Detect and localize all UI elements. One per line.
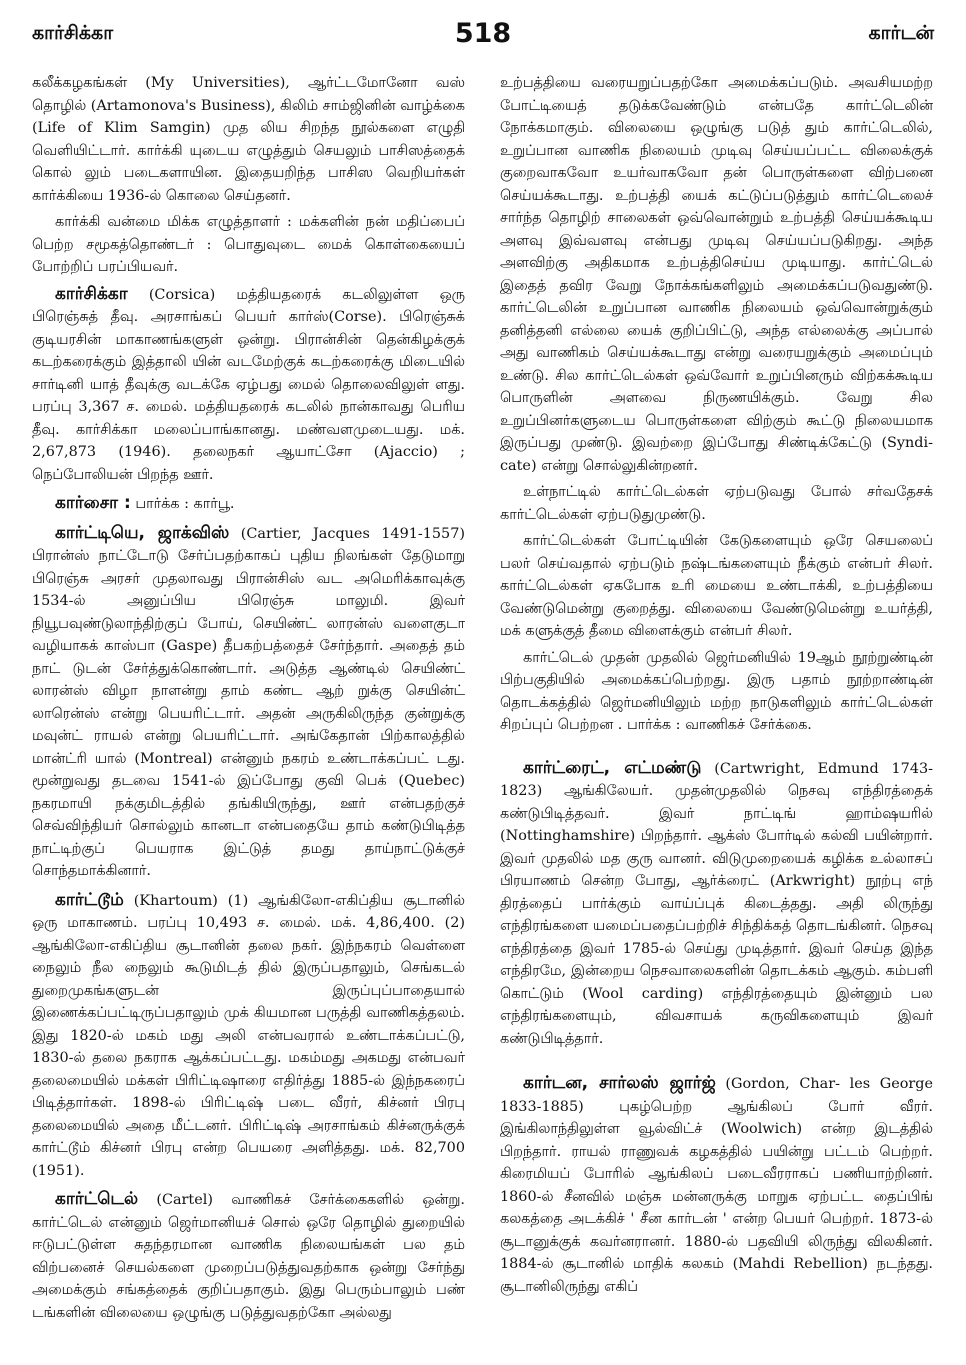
entry-text-gordon: (Gordon, Char- les George 1833-1885) புகழ்பெற்ற ஆங்கிலப் போர் வீரர். இங்கிலாந்திலுள்ள வூல்விட்ச் (Woolwich) என்ற இடத்தில் பிறந்தார். ராயல் ராணுவக் கழகத்தில் பயின்று பட்டம் பெற்றர். கிரைமியப் போரில் ஆங்கிலப் படைவீரராகப் பணியாற்றினர். 1860-ல் சீனவில் மஞ்சு மன்னருக்கு மாறுக ஏற்பட்ட தைப்பிங் கலகத்தை அடக்கிச் ' சீன கார்டன் ' என்ற பெயர் பெற்றர். 1873-ல் சூடானுக்குக் கவர்னரானர். 1880-ல் பதவியி லிருந்து விலகினர். 1884-ல் சூடானில் மாதிக் கலகம் (Mahdi Rebellion) நடந்தது. சூடானிலிருந்து எகிப்	[500, 1076, 933, 1295]
entry-cartel	[32, 1188, 465, 1324]
headword-karsai: கார்சாை :	[55, 493, 131, 513]
cartel-continuation: உற்பத்தியை வரையறுப்பதற்கோ அமைக்கப்படும். அவசியமற்ற போட்டியைத் தடுக்கவேண்டும் என்பதே கார்ட்டெலின் நோக்கமாகும். விலையை ஒழுங்கு படுத் தும் கார்ட்டெலில், உறுப்பான வாணிக நிலையம் முடிவு செய்யப்பட்ட விலைக்குக் குறைவாகவோ உயர்வாகவோ தன் பொருள்களை விற்பனை செய்யக்கூடாது. உற்பத்தி யைக் கட்டுப்படுத்தும் கார்ட்டெலைச் சார்ந்த தொழிற் சாலைகள் ஒவ்வொன்றும் உற்பத்தி செய்யக்கூடிய அளவு இவ்வளவு என்பது முடிவு செய்யப்படுகிறது. அந்த அளவிற்கு அதிகமாக உற்பத்திசெய்ய முடியாது. கார்ட்டெல் இதைத் தவிர வேறு நோக்கங்களிலும் அமைக்கப்படுவதுண்டு. கார்ட்டெலின் உறுப்பான வாணிக நிலையம் ஒவ்வொன்றுக்கும் தனித்தனி எல்லை யைக் குறிப்பிட்டு, அந்த எல்லைக்கு அப்பால் அது வாணிகம் செய்யக்கூடாது என்று வரையறுக்கும் அமைப்பும் உண்டு. சில கார்ட்டெல்கள் ஒவ்வோர் உறுப்பினரும் விற்கக்கூடிய பொருளின் அளவை நிருணயிக்கும். வேறு சில உறுப்பினர்களுடைய பொருள்களை விற்கும் கூட்டு நிலையமாக இருப்பது முண்டு. இவற்றை இப்போது சிண்டிக்கேட்டு (Syndi- cate) என்று சொல்லுகின்றனர்.	[500, 75, 933, 474]
page-number: 518	[454, 18, 512, 49]
cartel-international: உள்நாட்டில் கார்ட்டெல்கள் ஏற்படுவது போல் சர்வதேசக் கார்ட்டெல்கள் ஏற்படுதுமுண்டு.	[500, 484, 933, 523]
entry-cartier	[32, 522, 465, 883]
headword-cartel: கார்ட்டெல்	[55, 1189, 139, 1209]
entry-khartoum	[32, 889, 465, 1183]
entry-cartwright	[500, 757, 933, 1051]
left-guide-word: கார்சிக்கா	[32, 22, 114, 44]
page-header	[32, 18, 934, 62]
entry-text-cartel: (Cartel) வாணிகச் சேர்க்கைகளில் ஒன்று. கார்ட்டெல் என்னும் ஜெர்மானியச் சொல் ஒரே தொழில் துறையில் ஈடுபட்டுள்ள சுதந்தரமான வாணிக நிலையங்கள் பல தம் விற்பனைச் செயல்களை முறைப்படுத்துவதற்காக ஒன்று சேர்ந்து அமைக்கும் சங்கத்தைக் குறிப்பதாகும். இது பெரும்பாலும் பண் டங்களின் விலையை ஒழுங்கு படுத்துவதற்கோ அல்லது	[32, 1192, 465, 1321]
entry-karsai	[32, 492, 465, 516]
entry-text-cartwright: (Cartwright, Edmund 1743-1823) ஆங்கிலேயர். முதன்முதலில் நெசவு எந்திரத்தைக் கண்டுபிடித்தவர். இவர் நாட்டிங் ஹாம்ஷயரில் (Nottinghamshire) பிறந்தார். ஆக்ஸ் போர்டில் கல்வி பயின்றார். இவர் முதலில் மத குரு வானர். விடுமுறையைக் கழிக்க உல்லாசப் பிரயாணம் சென்ற போது, ஆர்க்ரைட் (Arkwright) நூற்பு எந் திரத்தைப் பார்க்கும் வாய்ப்புக் கிடைத்தது. அதி லிருந்து எந்திரங்களை யமைப்பதைப்பற்றிச் சிந்திக்கத் தொடங்கினர். நெசவு எந்திரத்தை இவர் 1785-ல் செய்து முடித்தார். இவர் செய்த இந்த எந்திரமே, இன்றைய நெசவாலைகளின் தொடக்கம் ஆகும். கம்பளி கொட்டும் (Wool carding) எந்திரத்தையும் இன்னும் பல எந்திரங்களையும், விவசாயக் கருவிகளையும் இவர் கண்டுபிடித்தார்.	[500, 760, 933, 1047]
cartel-opinions: கார்ட்டெல்கள் போட்டியின் கேடுகளையும் ஒரே செயலைப் பலர் செய்வதால் ஏற்படும் நஷ்டங்களையும் நீக்கும் என்பர் சிலர். கார்ட்டெல்கள் ஏகபோக உரி மையை உண்டாக்கி, உற்பத்தியை வேண்டுமென்று குறைத்து. விலையை வேண்டுமென்று உயர்த்தி, மக் களுக்குத் தீமை விளைக்கும் என்பர் சிலர்.	[500, 533, 933, 639]
headword-cartier: கார்ட்டியெ, ஜாக்விஸ்	[55, 522, 230, 543]
gorky-summary: கார்க்கி வன்மை மிக்க எழுத்தாளர் : மக்களின் நன் மதிப்பைப் பெற்ற சமூகத்தொண்டர் : பொதுவுடை மைக் கொள்கையைப் போற்றிப் பரப்பியவர்.	[32, 214, 465, 275]
right-guide-word: கார்டன்	[868, 22, 934, 44]
right-column	[500, 72, 933, 1351]
entry-corsica	[32, 283, 465, 487]
entry-text-corsica: (Corsica) மத்தியதரைக் கடலிலுள்ள ஒரு பிரெஞ்சுத் தீவு. அரசாங்கப் பெயர் கார்ஸ்(Corse). பிரெஞ்சுக் குடியரசின் மாகாணங்களுள் ஒன்று. பிரான்சின் தென்கிழக்குக் கடற்கரைக்கும் இத்தாலி யின் வடமேற்குக் கடற்கரைக்கு மிடையில் சார்டினி யாத் தீவுக்கு வடக்கே ஏழ்பது மைல் தொலைவிலுள் ளது. பரப்பு 3,367 ச. மைல். மத்தியதரைக் கடலில் நான்காவது பெரிய தீவு. கார்சிக்கா மலைப்பாங்கானது. மண்வளமுடையது. மக். 2,67,873 (1946). தலைநகர் ஆயாட்சோ (Ajaccio) ; நெப்போலியன் பிறந்த ஊர்.	[32, 286, 465, 483]
headword-khartoum: கார்ட்டூம்	[55, 889, 124, 910]
gorky-continuation: கலீக்கழகங்கள் (My Universities), ஆர்ட்டமோனோ வஸ் தொழில் (Artamonova's Business), கிலிம் சாம்ஜினின் வாழ்க்கை (Life of Klim Samgin) முத லிய சிறந்த நூல்களை எழுதி வெளியிட்டார். கார்க்கி யுடைய எழுத்தும் செயலும் பாசிஸத்தைக் கொல் லும் படைகளாயின. இதையறிந்த பாசிஸ வெறியர்கள் கார்க்கியை 1936-ல் கொலை செய்தனர்.	[32, 75, 465, 204]
entry-text-khartoum: (Khartoum) (1) ஆங்கிலோ-எகிப்திய சூடானில் ஒரு மாகாணம். பரப்பு 10,493 ச. மைல். மக். 4,86,400. (2) ஆங்கிலோ-எகிப்திய சூடானின் தலை நகர். இந்நகரம் வெள்ளை நைலும் நீல நைலும் கூடுமிடத் தில் இருப்பதாலும், செங்கடல் துறைமுகங்களுடன் இருப்புப்பாதையால் இணைக்கப்பட்டிருப்பதாலும் முக் கியமான பருத்தி வாணிகத்தலம். இது 1820-ல் மகம் மது அலி என்பவரால் உண்டாக்கப்பட்டு, 1830-ல் தலை நகராக ஆக்கப்பட்டது. மகம்மது அகமது என்பவர் தலைமையில் மக்கள் பிரிட்டிஷாரை எதிர்த்து 1885-ல் இந்நகரைப் பிடித்தார்கள். 1898-ல் பிரிட்டிஷ் படை வீரர், கிச்னர் பிரபு தலைமையில் அதை மீட்டனர். பிரிட்டிஷ் அரசாங்கம் கிச்னருக்குக் கார்ட்டூம் கிச்னர் பிரபு என்ற பெயரை அளித்தது. மக். 82,700 (1951).	[32, 892, 465, 1179]
entry-gordon	[500, 1072, 933, 1298]
section-gap	[500, 741, 933, 757]
headword-cartwright: கார்ட்ரைட், எட்மண்டு	[523, 757, 702, 778]
headword-corsica: கார்சிக்கா	[55, 283, 128, 304]
cartel-history: கார்ட்டெல் முதன் முதலில் ஜெர்மனியில் 19ஆம் நூற்றுண்டின் பிற்பகுதியில் அமைக்கப்பெற்றது. இரு பதாம் நூற்றாண்டின் தொடக்கத்தில் ஜெர்மனியிலும் மற்ற நாடுகளிலும் கார்ட்டெல்கள் சிறப்புப் பெற்றன . பார்க்க : வாணிகச் சேர்க்கை.	[500, 649, 933, 733]
section-gap-2	[500, 1056, 933, 1072]
entry-text-karsai: பார்க்க : கார்பூ.	[135, 496, 235, 512]
headword-gordon: கார்டன, சார்லஸ் ஜார்ஜ்	[523, 1073, 716, 1093]
left-column	[32, 72, 465, 1351]
entry-text-cartier: (Cartier, Jacques 1491-1557) பிரான்ஸ் நாட்டோடு சேர்ப்பதற்காகப் புதிய நிலங்கள் தேடுமாறு பிரெஞ்சு அரசர் முதலாவது பிரான்சிஸ் வட அமெரிக்காவுக்கு 1534-ல் அனுப்பிய பிரெஞ்சு மாலுமி. இவர் நியூபவுண்டுலாந்திற்குப் போய், செயிண்ட் லாரன்ஸ் வளைகுடா வழியாகக் காஸ்பா (Gaspe) தீபகற்பத்தைச் சேர்ந்தார். அதைத் தம் நாட் டுடன் சேர்த்துக்கொண்டார். அடுத்த ஆண்டில் செயிண்ட் லாரன்ஸ் விழா நாளன்று தாம் கண்ட ஆற் றுக்கு செயின்ட் லாரென்ஸ் என்று பெயரிட்டார். அதன் அருகிலிருந்த குன்றுக்கு மவுன்ட் ராயல் என்று பெயரிட்டார். அங்கேதான் பிற்காலத்தில் மான்ட்ரி யால் (Montreal) என்னும் நகரம் உண்டாக்கப்பட் டது. மூன்றுவது தடவை 1541-ல் இப்போது குவி பெக் (Quebec) நகரமாயி நக்குமிடத்தில் தங்கியிருந்து, ஊர் என்பதற்குச் செவ்விந்தியர் சொல்லும் கானடா என்பதையே தாம் கண்டுபிடித்த நாட்டிற்குப் பெயராக இட்டுத் தமது தாய்நாட்டுக்குச் சொந்தமாக்கினார்.	[32, 525, 465, 879]
